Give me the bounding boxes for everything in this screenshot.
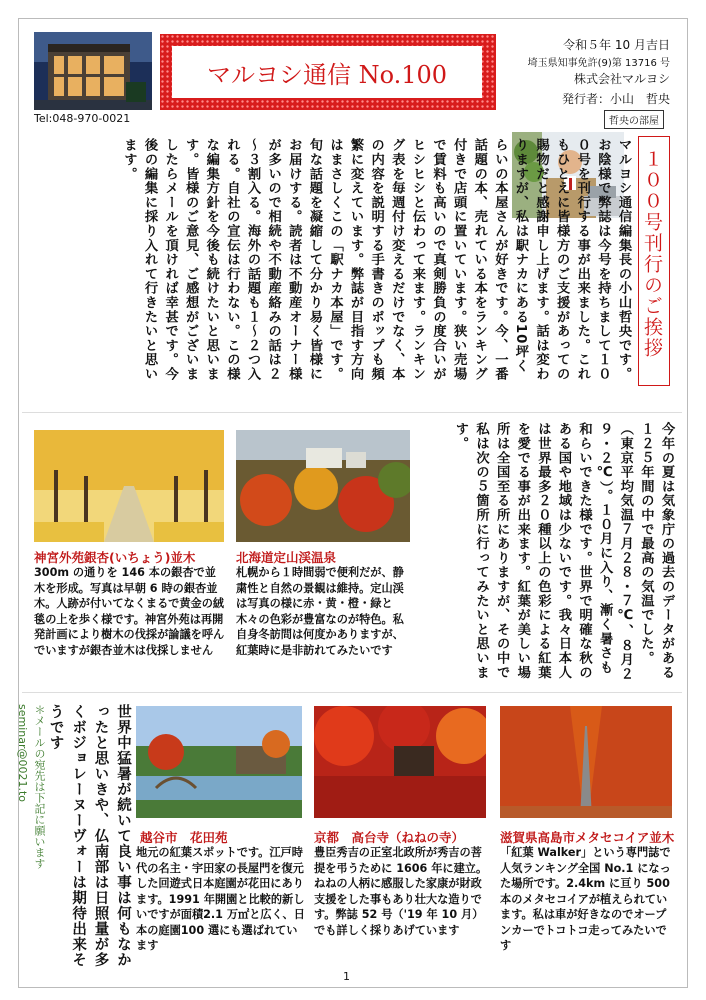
summer-text: 世界中猛暑が続いて良い事は何もなかったと思いきや、仏南部は日照量が多くボジョレーヌーヴォーは期待出来そうです xyxy=(47,704,131,968)
mail-note: ＊メールの宛先は下記に願います seminar@0021.to xyxy=(15,704,46,880)
newsletter-title: マルヨシ通信 No.100 xyxy=(206,60,448,89)
greeting-heading-box xyxy=(638,136,670,386)
spot-photo-metasequoia xyxy=(500,706,672,818)
spot-title-jozankei: 北海道定山渓温泉 xyxy=(236,550,337,565)
spot-text-metasequoia: 「紅葉 Walker」という専門誌で人気ランキング全国 No.1 になった場所です。2.4km に亘り 500 本のメタセコイアが植えられています。私は車が好きなのでオープンカーでトコトコ走ってみたいです xyxy=(500,846,671,952)
license-number: 埼玉県知事免許(9)第 13716 号 xyxy=(527,58,670,69)
divider-1 xyxy=(22,412,682,413)
divider-2 xyxy=(22,692,682,693)
spot-title-hanadaen: 越谷市 花田苑 xyxy=(140,830,228,845)
spot-text-ginkgo: 300m の通りを 146 本の銀杏で並木を形成。写真は早朝 6 時の銀杏並木。人跡が付いてなくまるで黄金の絨毯の上を歩く様です。神宮外苑は再開発計画により樹木の伐採が論議を呼んでいますが銀杏並木は伐採しません xyxy=(34,566,225,657)
spot-title-kodaiji: 京都 高台寺（ねねの寺） xyxy=(314,830,465,845)
spot-photo-ginkgo xyxy=(34,430,224,542)
spot-text-jozankei: 札幌から１時間弱で便利だが、静粛性と自然の景観は維持。定山渓は写真の様に赤・黄・橙・緑と木々の色彩が豊富なのが特色。私自身冬訪問は何度かありますが、紅葉時に是非訪れてみたいです xyxy=(236,566,404,657)
spot-title-metasequoia: 滋賀県高島市メタセコイア並木 xyxy=(500,830,675,845)
spot-photo-hanadaen xyxy=(136,706,302,818)
issue-date: 令和５年 10 月吉日 xyxy=(563,38,670,52)
spot-text-hanadaen: 地元の紅葉スポットです。江戸時代の名主・宇田家の長屋門を復元した回遊式日本庭園が花田にあります。1991 年開園と比較的新しいですが面積2.1 万㎡と広く、日本の庭園100 選にも選ばれています xyxy=(136,846,305,952)
greeting-text: マルヨシ通信編集長の小山哲央です。お陰様で弊誌は今号を持ちまして１００号を刊行する事が出来ました。これもひとえに皆様方のご支援があっての賜物だと感謝申し上げます。話は変わりますが、私は駅ナカにある10坪くらいの本屋さんが好きです。今、一番話題の本、売れている本をランキング付きで店頭に置いています。狭い売場で賃料も高いので真剣勝負の度合いがヒシヒシと伝わって来ます。ランキング表を毎週付け変えるだけでなく、本の内容を説明する手書きのポップも頻繁に変えています。弊誌が目指す方向はまさしくこの「駅ナカ本屋」です。旬な話題を凝縮して分かり易く皆様にお届けする。読者は不動産オーナー様が多いので相続や不動産絡みの話は２～３割入る。海外の話題も１～２つ入れる。自社の宣伝は行わない。この様な編集方針を今後も続けたいと思います。皆様のご意見、ご感想がございましたらメールを頂ければ幸甚です。今後の編集に採り入れて行きたいと思います。 xyxy=(121,138,631,382)
greeting-heading: １００号刊行のご挨拶 xyxy=(641,149,663,359)
tel-number: Tel:048-970-0021 xyxy=(34,112,131,125)
company-name: 株式会社マルヨシ xyxy=(573,72,670,86)
autumn-intro-text: 今年の夏は気象庁の過去のデータがある１２５年間の中で最高の気温でした。（東京平均気温７月２８・７℃、８月２９・２℃）。１０月に入り、漸く暑さも和らいできた様です。世界で明確な秋のある国や地域は少ないです。我々日本人は世界最多２０種以上の色彩による紅葉を愛でる事が出来ます。紅葉が美しい場所は全国至る所にありますが、その中で私は次の５箇所に行ってみたいと思います。 xyxy=(452,422,674,682)
page-number: 1 xyxy=(343,970,350,983)
building-photo xyxy=(34,32,152,110)
spot-photo-kodaiji xyxy=(314,706,486,818)
spot-photo-jozankei xyxy=(236,430,410,542)
spot-text-kodaiji: 豊臣秀吉の正室北政所が秀吉の菩提を弔うために 1606 年に建立。ねねの人柄に感服した家康が財政支援をした事もあり壮大な造りです。弊誌 52 号（'19 年 10 月）でも詳しく採りあげています xyxy=(314,846,488,937)
publisher: 発行者：小山 哲央 xyxy=(561,92,670,106)
title-banner xyxy=(160,34,496,110)
room-label: 哲央の部屋 xyxy=(604,110,664,129)
spot-title-ginkgo: 神宮外苑銀杏(いちょう)並木 xyxy=(34,550,196,565)
